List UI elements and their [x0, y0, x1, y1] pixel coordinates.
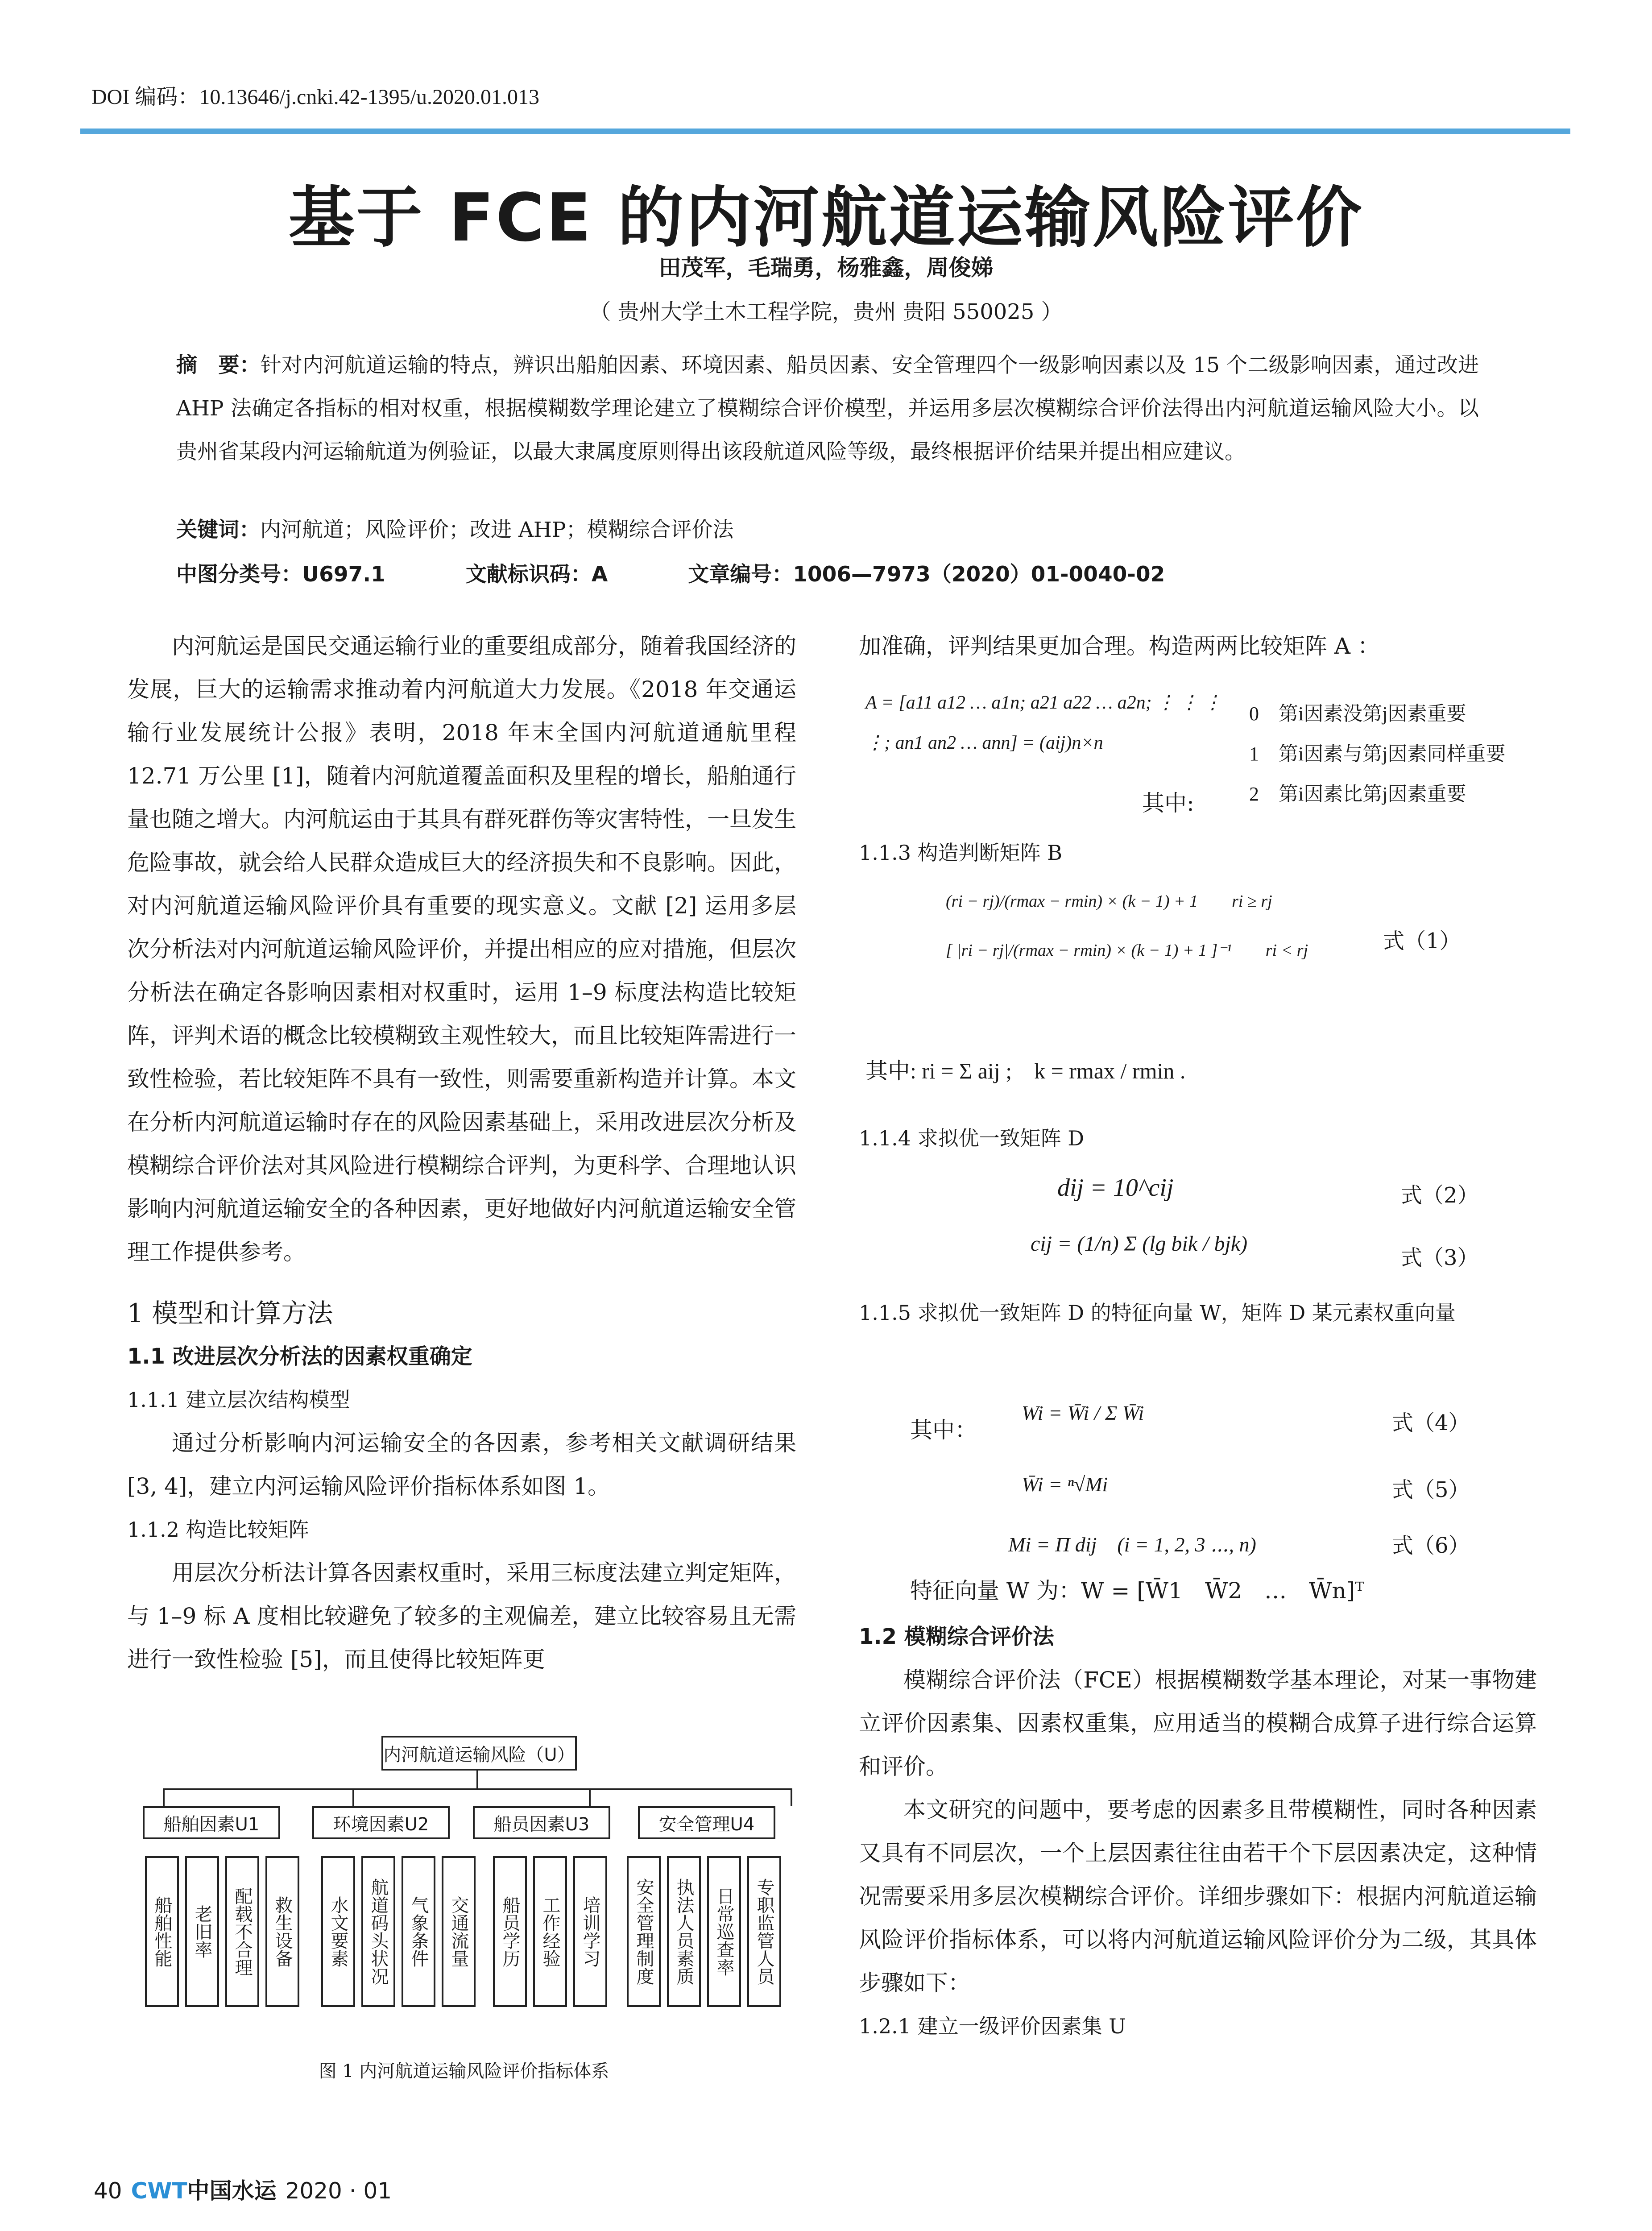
subsubsection-heading: 1.1.2 构造比较矩阵 — [127, 1518, 309, 1542]
right-column-intro — [859, 625, 1537, 668]
formula-2: dij = 10^cij — [1057, 1174, 1174, 1202]
formula-5: W̄i = ⁿ√Mi — [1022, 1473, 1108, 1496]
bij-case-1: (ri − rj)/(rmax − rmin) × (k − 1) + 1 ri ≥ rj — [946, 892, 1272, 911]
subsubsection-heading: 1.1.1 建立层次结构模型 — [127, 1388, 350, 1412]
equation-number: 式（4） — [1392, 1410, 1470, 1435]
tree-leaf: 水文要素 — [321, 1856, 355, 2007]
issue: 2020 · 01 — [285, 2178, 392, 2204]
connector — [163, 1788, 165, 1806]
classification — [176, 558, 1245, 588]
tree-group-management: 安全管理U4 — [638, 1806, 775, 1839]
abstract-label: 摘 要： — [176, 353, 261, 377]
section-heading: 1 模型和计算方法 — [127, 1298, 333, 1328]
right-column-fce — [859, 1615, 1537, 2048]
tree-leaf: 安全管理制度 — [627, 1856, 661, 2007]
keywords-text: 内河航道；风险评价；改进 AHP；模糊综合评价法 — [260, 518, 734, 542]
tree-leaf: 执法人员素质 — [667, 1856, 701, 2007]
where-label: 其中： — [910, 1417, 977, 1443]
connector — [589, 1788, 591, 1806]
intro-paragraph: 内河航运是国民交通运输行业的重要组成部分，随着我国经济的发展，巨大的运输需求推动着内河航道大力发展。《2018 年交通运输行业发展统计公报》表明，2018 年末全国内河航道通航里程 12.71 万公里 [1]，随着内河航道覆盖面积及里程的增长，船舶通行量也随之增大。内河航运由于其具有群死群伤等灾害特性，一旦发生危险事故，就会给人民群众造成巨大的经济损失和不良影响。因此，对内河航道运输风险评价具有重要的现实意义。文献 [2] 运用多层次分析法对内河航道运输风险评价，并提出相应的应对措施，但层次分析法在确定各影响因素相对权重时，运用 1–9 标度法构造比较矩阵，评判术语的概念比较模糊致主观性较大，而且比较矩阵需进行一致性检验，若比较矩阵不具有一致性，则需要重新构造并计算。本文在分析内河航道运输时存在的风险因素基础上，采用改进层次分析及模糊综合评价法对其风险进行模糊综合评判，为更科学、合理地认识影响内河航道运输安全的各种因素，更好地做好内河航道运输安全管理工作提供参考。 — [127, 633, 796, 1265]
tree-root: 内河航道运输风险（U） — [381, 1736, 577, 1771]
tree-leaf: 专职监管人员 — [747, 1856, 781, 2007]
tree-leaf: 交通流量 — [442, 1856, 476, 2007]
connector — [791, 1788, 792, 1806]
abstract-text: 针对内河航道运输的特点，辨识出船舶因素、环境因素、船员因素、安全管理四个一级影响因素以及 15 个二级影响因素，通过改进 AHP 法确定各指标的相对权重，根据模糊数学理论建立了模糊综合评价模型，并运用多层次模糊综合评价法得出内河航道运输风险大小。以贵州省某段内河运输航道为例验证，以最大隶属度原则得出该段航道风险等级，最终根据评价结果并提出相应建议。 — [176, 353, 1479, 464]
tree-leaf: 老旧率 — [185, 1856, 219, 2007]
tree-leaf: 工作经验 — [533, 1856, 567, 2007]
subsubsection-heading: 1.1.5 求拟优一致矩阵 D 的特征向量 W，矩阵 D 某元素权重向量 — [859, 1301, 1456, 1325]
subsubsection-heading: 1.1.4 求拟优一致矩阵 D — [859, 1126, 1085, 1150]
subsubsection-heading: 1.1.3 构造判断矩阵 B — [859, 841, 1063, 865]
aij-case: 2 第i因素比第j因素重要 — [1249, 783, 1466, 805]
bij-case-2: [ |ri − rj|/(rmax − rmin) × (k − 1) + 1 ]⁻¹ ri < rj — [946, 941, 1308, 960]
connector — [352, 1788, 354, 1806]
abstract — [176, 344, 1479, 473]
matrix-A: A = [a11 a12 … a1n; a21 a22 … a2n; ⋮ ⋮ ⋮ ⋮; an1 an2 … ann] = (aij)n×n — [865, 693, 1222, 753]
formula-6: Mi = Π dij (i = 1, 2, 3 ⋯, n) — [1008, 1533, 1256, 1556]
article-number: 文章编号：1006—7973（2020）01-0040-02 — [688, 562, 1165, 587]
equation-number: 式（1） — [1383, 929, 1461, 954]
keywords — [176, 513, 734, 543]
bij-piecewise — [946, 886, 1308, 966]
affiliation: （ 贵州大学土木工程学院，贵州 贵阳 550025 ） — [589, 299, 1063, 324]
formula-3: cij = (1/n) Σ (lg bik / bjk) — [1031, 1232, 1248, 1256]
connector — [163, 1788, 792, 1790]
clc-number: 中图分类号：U697.1 — [176, 562, 385, 587]
equation-number: 式（6） — [1392, 1533, 1470, 1558]
equation-number: 式（5） — [1392, 1477, 1470, 1502]
header-rule — [80, 129, 1570, 134]
tree-leaf: 日常巡查率 — [707, 1856, 741, 2007]
authors: 田茂军，毛瑞勇，杨雅鑫，周俊娣 — [658, 255, 994, 281]
keywords-label: 关键词： — [176, 518, 260, 542]
page-number: 40 — [94, 2178, 122, 2204]
magazine-name: 中国水运 — [187, 2178, 277, 2204]
aij-case: 1 第i因素与第j因素同样重要 — [1249, 743, 1506, 765]
aij-case: 0 第i因素没第j因素重要 — [1249, 703, 1466, 725]
paragraph: 用层次分析法计算各因素权重时，采用三标度法建立判定矩阵，与 1–9 标 A 度相比较避免了较多的主观偏差，建立比较容易且无需进行一致性检验 [5]，而且使得比较矩阵更 — [127, 1560, 796, 1672]
paragraph: 本文研究的问题中，要考虑的因素多且带模糊性，同时各种因素又具有不同层次，一个上层因素往往由若干个下层因素决定，这种情况需要采用多层次模糊综合评价。详细步骤如下：根据内河航道运输风险评价指标体系，可以将内河航道运输风险评价分为二级，其具体步骤如下： — [859, 1797, 1537, 1996]
doi: DOI 编码：10.13646/j.cnki.42-1395/u.2020.01.013 — [91, 85, 539, 109]
page-footer — [94, 2173, 392, 2205]
paragraph: 通过分析影响内河运输安全的各因素，参考相关文献调研结果 [3, 4]，建立内河运输风险评价指标体系如图 1。 — [127, 1430, 796, 1499]
tree-leaf: 配载不合理 — [225, 1856, 259, 2007]
subsection-heading: 1.1 改进层次分析法的因素权重确定 — [127, 1344, 472, 1369]
tree-leaf: 航道码头状况 — [361, 1856, 395, 2007]
ri-definition: 其中: ri = Σ aij ; k = rmax / rmin . — [865, 1058, 1186, 1083]
paragraph: 加准确，评判结果更加合理。构造两两比较矩阵 A ： — [859, 633, 1380, 659]
subsection-heading: 1.2 模糊综合评价法 — [859, 1624, 1054, 1649]
eigenvector: 特征向量 W 为：W = [W̄1 W̄2 … W̄n]ᵀ — [910, 1578, 1365, 1604]
connector — [476, 1769, 478, 1788]
equation-number: 式（2） — [1401, 1183, 1479, 1208]
formula-4: Wi = W̄i / Σ W̄i — [1022, 1402, 1144, 1424]
left-column — [127, 625, 796, 1681]
brand-logo: CWT — [131, 2178, 187, 2204]
tree-leaf: 船员学历 — [493, 1856, 527, 2007]
tree-leaf: 救生设备 — [265, 1856, 299, 2007]
tree-leaf: 船舶性能 — [145, 1856, 179, 2007]
figure-caption: 图 1 内河航道运输风险评价指标体系 — [319, 2061, 609, 2082]
subsubsection-heading: 1.2.1 建立一级评价因素集 U — [859, 2014, 1126, 2038]
paper-title: 基于 FCE 的内河航道运输风险评价 — [288, 179, 1364, 256]
tree-group-crew: 船员因素U3 — [473, 1806, 610, 1839]
equation-number: 式（3） — [1401, 1245, 1479, 1270]
tree-group-ship: 船舶因素U1 — [143, 1806, 280, 1839]
paragraph: 模糊综合评价法（FCE）根据模糊数学基本理论，对某一事物建立评价因素集、因素权重集，应用适当的模糊合成算子进行综合运算和评价。 — [859, 1667, 1537, 1779]
doc-code: 文献标识码：A — [465, 562, 608, 587]
figure-tree — [134, 1736, 794, 2048]
tree-leaf: 气象条件 — [402, 1856, 435, 2007]
where-label: 其中: — [1142, 790, 1194, 816]
tree-group-environment: 环境因素U2 — [312, 1806, 450, 1839]
tree-leaf: 培训学习 — [573, 1856, 607, 2007]
aij-cases — [1249, 694, 1505, 814]
